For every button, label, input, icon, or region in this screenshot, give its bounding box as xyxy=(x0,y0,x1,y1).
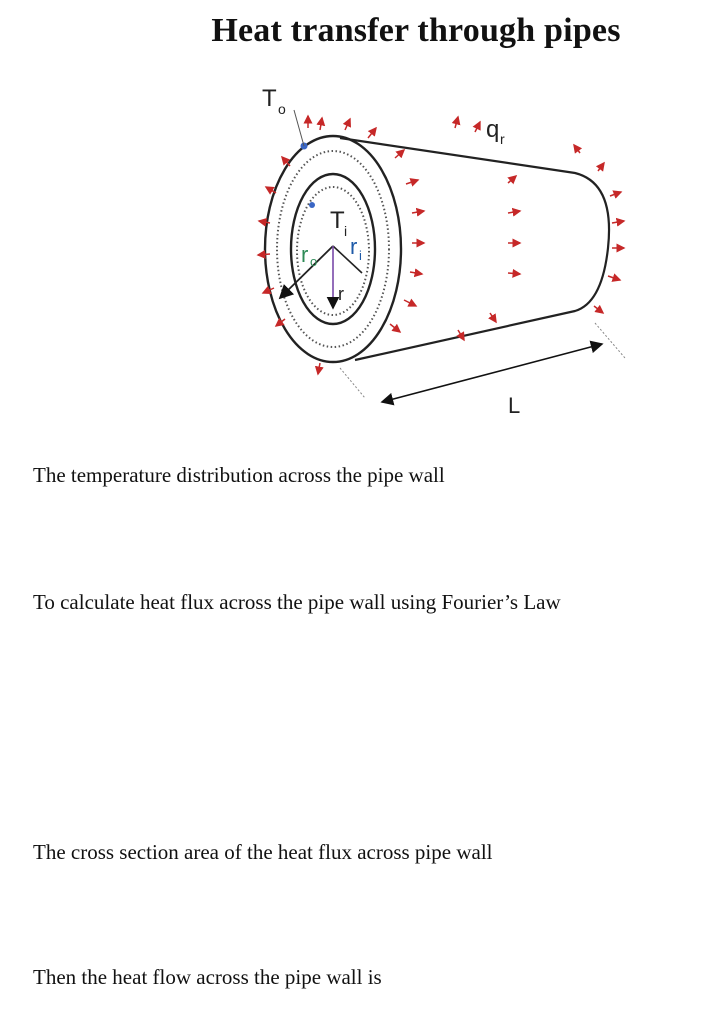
outer-radius-label: r xyxy=(301,242,309,267)
paragraph-heat-flow: Then the heat flow across the pipe wall is xyxy=(33,965,382,989)
outer-radius-subscript: o xyxy=(310,254,318,269)
inner-radius-label: r xyxy=(350,234,358,259)
page-title: Heat transfer through pipes xyxy=(211,12,621,49)
paragraph-cross-section-area: The cross section area of the heat flux across pipe wall xyxy=(33,840,493,864)
pipe-diagram xyxy=(190,68,650,428)
inner-temp-subscript: i xyxy=(344,223,348,239)
inner-temp-label: T xyxy=(330,207,345,234)
pipe-diagram-svg xyxy=(190,68,650,428)
length-dimension-arrow xyxy=(382,344,602,402)
paragraph-fourier-law: To calculate heat flux across the pipe wall using Fourier’s Law xyxy=(33,590,561,614)
paragraph-temperature-distribution: The temperature distribution across the pipe wall xyxy=(33,463,445,487)
heat-flux-arrows xyxy=(258,116,624,374)
pipe-body-outline xyxy=(340,138,609,360)
radius-label: r xyxy=(338,284,344,304)
outer-temp-label: T xyxy=(262,85,277,112)
inner-temp-marker xyxy=(309,202,315,208)
heat-flux-label: q xyxy=(486,116,500,143)
length-extension-right xyxy=(595,323,625,358)
inner-radius-line xyxy=(333,246,362,273)
inner-radius-subscript: i xyxy=(359,248,362,263)
length-extension-left xyxy=(340,368,365,398)
heat-flux-subscript: r xyxy=(500,131,505,147)
length-label: L xyxy=(508,393,521,418)
outer-temp-leader xyxy=(294,110,304,146)
outer-temp-subscript: o xyxy=(278,101,286,117)
